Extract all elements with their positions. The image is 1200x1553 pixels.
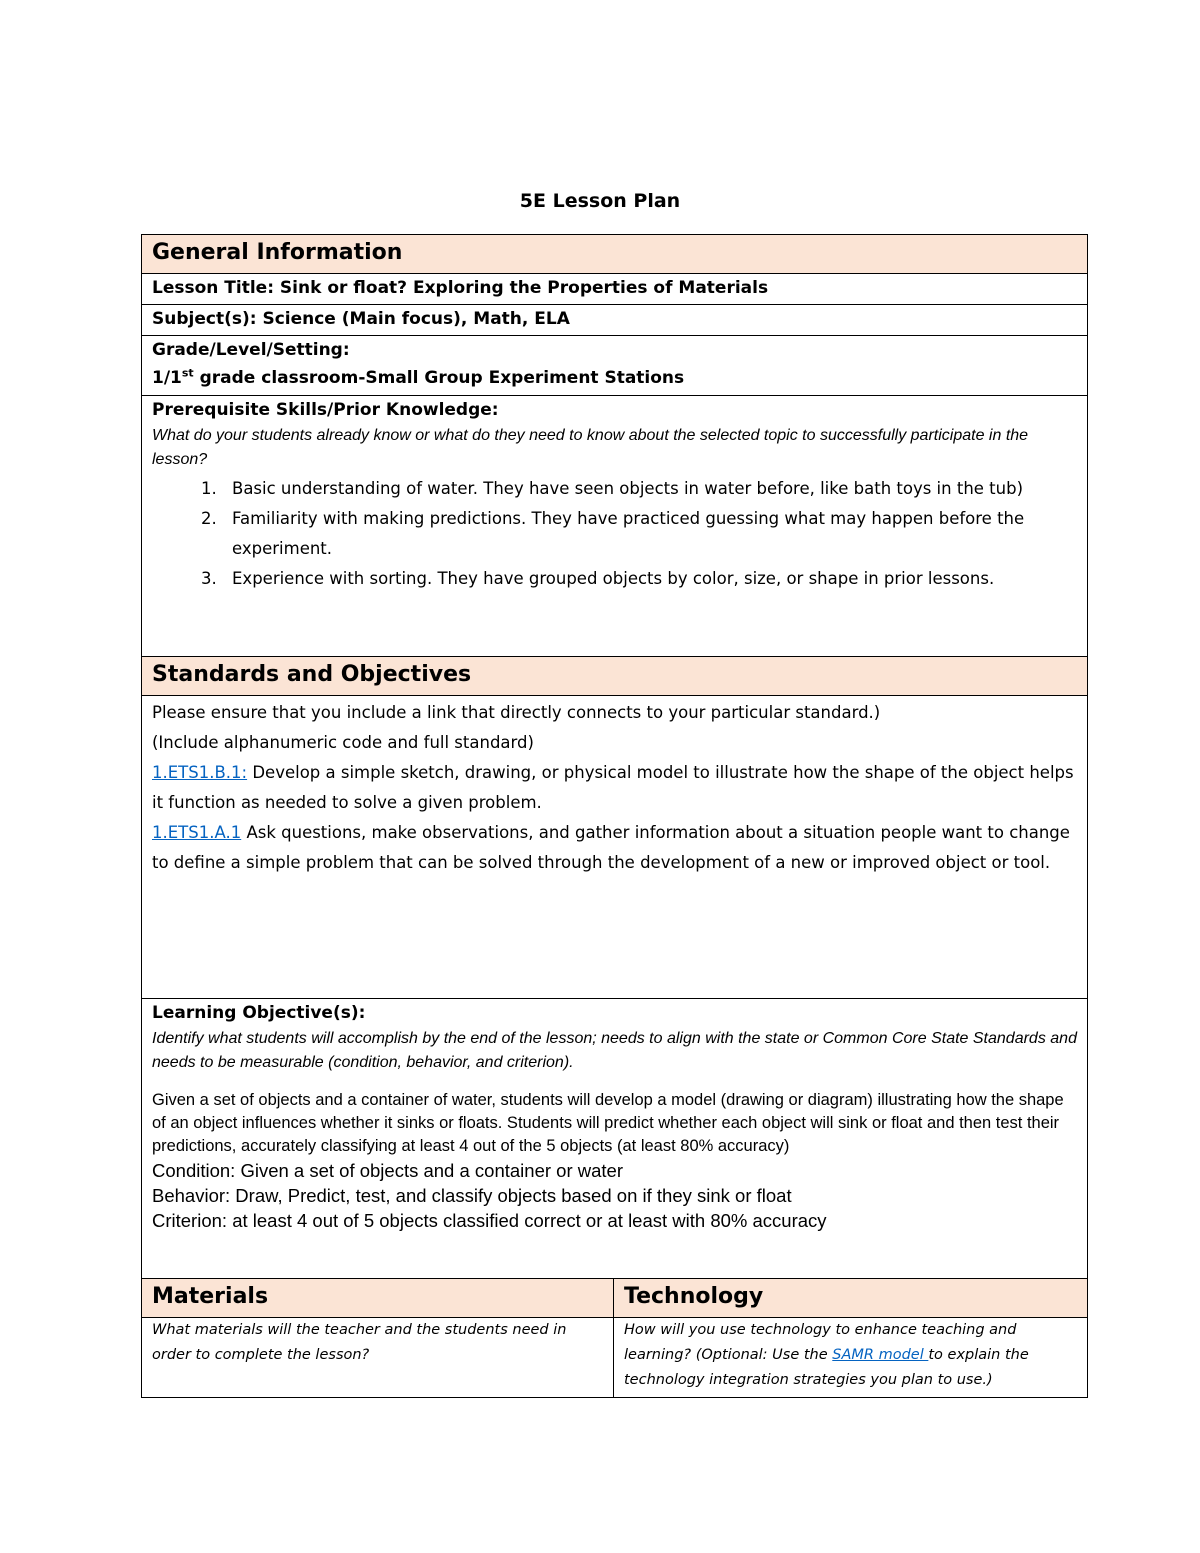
samr-model-link[interactable]: SAMR model xyxy=(832,1347,929,1363)
standards-cell xyxy=(142,696,1088,999)
objective-behavior: Behavior: Draw, Predict, test, and classify objects based on if they sink or float xyxy=(152,1185,792,1206)
grade-cell xyxy=(142,336,1088,396)
standard-link[interactable]: 1.ETS1.A.1 xyxy=(152,823,242,842)
learning-objectives-label: Learning Objective(s): xyxy=(152,1003,366,1023)
lesson-title-cell xyxy=(142,274,1088,305)
standard-text: Develop a simple sketch, drawing, or physical model to illustrate how the shape of the object helps it function as needed to solve a given problem. xyxy=(152,763,1074,812)
grade-rest: grade classroom-Small Group Experiment Stations xyxy=(193,368,685,388)
standard-item xyxy=(152,758,1077,818)
standards-heading: Standards and Objectives xyxy=(152,662,472,687)
materials-header xyxy=(142,1279,614,1318)
prerequisite-cell xyxy=(142,396,1088,657)
subjects-cell xyxy=(142,305,1088,336)
grade-setting xyxy=(152,364,1077,392)
lesson-title: Lesson Title: Sink or float? Exploring the Properties of Materials xyxy=(152,278,769,298)
learning-objectives-prompt: Identify what students will accomplish by the end of the lesson; needs to align with the state or Common Core State Standards and needs to be measurable (condition, behavior, and criterion). xyxy=(152,1030,1077,1071)
grade-superscript: st xyxy=(181,366,194,380)
objective-condition: Condition: Given a set of objects and a container or water xyxy=(152,1160,623,1181)
grade-label: Grade/Level/Setting: xyxy=(152,340,350,360)
learning-objectives-cell xyxy=(142,999,1088,1279)
technology-cell xyxy=(614,1318,1088,1398)
prerequisite-item: 2. Familiarity with making predictions. They have practiced guessing what may happen before the experiment. xyxy=(222,504,1077,564)
general-information-heading: General Information xyxy=(152,240,403,265)
standard-text: Ask questions, make observations, and gather information about a situation people want to change to define a simple problem that can be solved through the development of a new or improved object or tool. xyxy=(152,823,1070,872)
technology-prompt xyxy=(624,1318,1077,1393)
standards-intro-1: Please ensure that you include a link that directly connects to your particular standard.) xyxy=(152,703,881,722)
objective-statement: Given a set of objects and a container of water, students will develop a model (drawing or diagram) illustrating how the shape of an object influences whether it sinks or floats. Students will predict whether each object will sink or float and then test their predictions, accurately classifying at least 4 out of the 5 objects (at least 80% accuracy) xyxy=(152,1091,1064,1155)
materials-prompt: What materials will the teacher and the students need in order to complete the lesson? xyxy=(152,1322,567,1363)
prerequisite-list xyxy=(152,474,1077,594)
technology-heading: Technology xyxy=(624,1284,764,1309)
subjects: Subject(s): Science (Main focus), Math, ELA xyxy=(152,309,570,329)
materials-heading: Materials xyxy=(152,1284,269,1309)
grade-prefix: 1/1 xyxy=(152,368,182,388)
materials-cell xyxy=(142,1318,614,1398)
technology-header xyxy=(614,1279,1088,1318)
prerequisite-prompt: What do your students already know or what do they need to know about the selected topic to successfully participate in the lesson? xyxy=(152,427,1029,468)
standard-link[interactable]: 1.ETS1.B.1: xyxy=(152,763,248,782)
standard-item xyxy=(152,818,1077,878)
technology-prompt-before: How will you use technology to enhance teaching and learning? (Optional: Use the xyxy=(624,1322,1017,1363)
objective-criterion: Criterion: at least 4 out of 5 objects classified correct or at least with 80% accuracy xyxy=(152,1210,827,1231)
technology-prompt-after: to explain the technology integration strategies you plan to use.) xyxy=(624,1347,1029,1388)
prerequisite-label: Prerequisite Skills/Prior Knowledge: xyxy=(152,400,499,420)
prerequisite-item: 1. Basic understanding of water. They have seen objects in water before, like bath toys in the tub) xyxy=(222,474,1077,504)
general-information-header xyxy=(142,235,1088,274)
spacer xyxy=(152,1075,1077,1089)
document-title: 5E Lesson Plan xyxy=(519,190,681,212)
standards-intro-2: (Include alphanumeric code and full standard) xyxy=(152,733,534,752)
standards-header xyxy=(142,657,1088,696)
prerequisite-item: 3. Experience with sorting. They have grouped objects by color, size, or shape in prior lessons. xyxy=(222,564,1077,594)
lesson-plan-table xyxy=(141,234,1088,1398)
